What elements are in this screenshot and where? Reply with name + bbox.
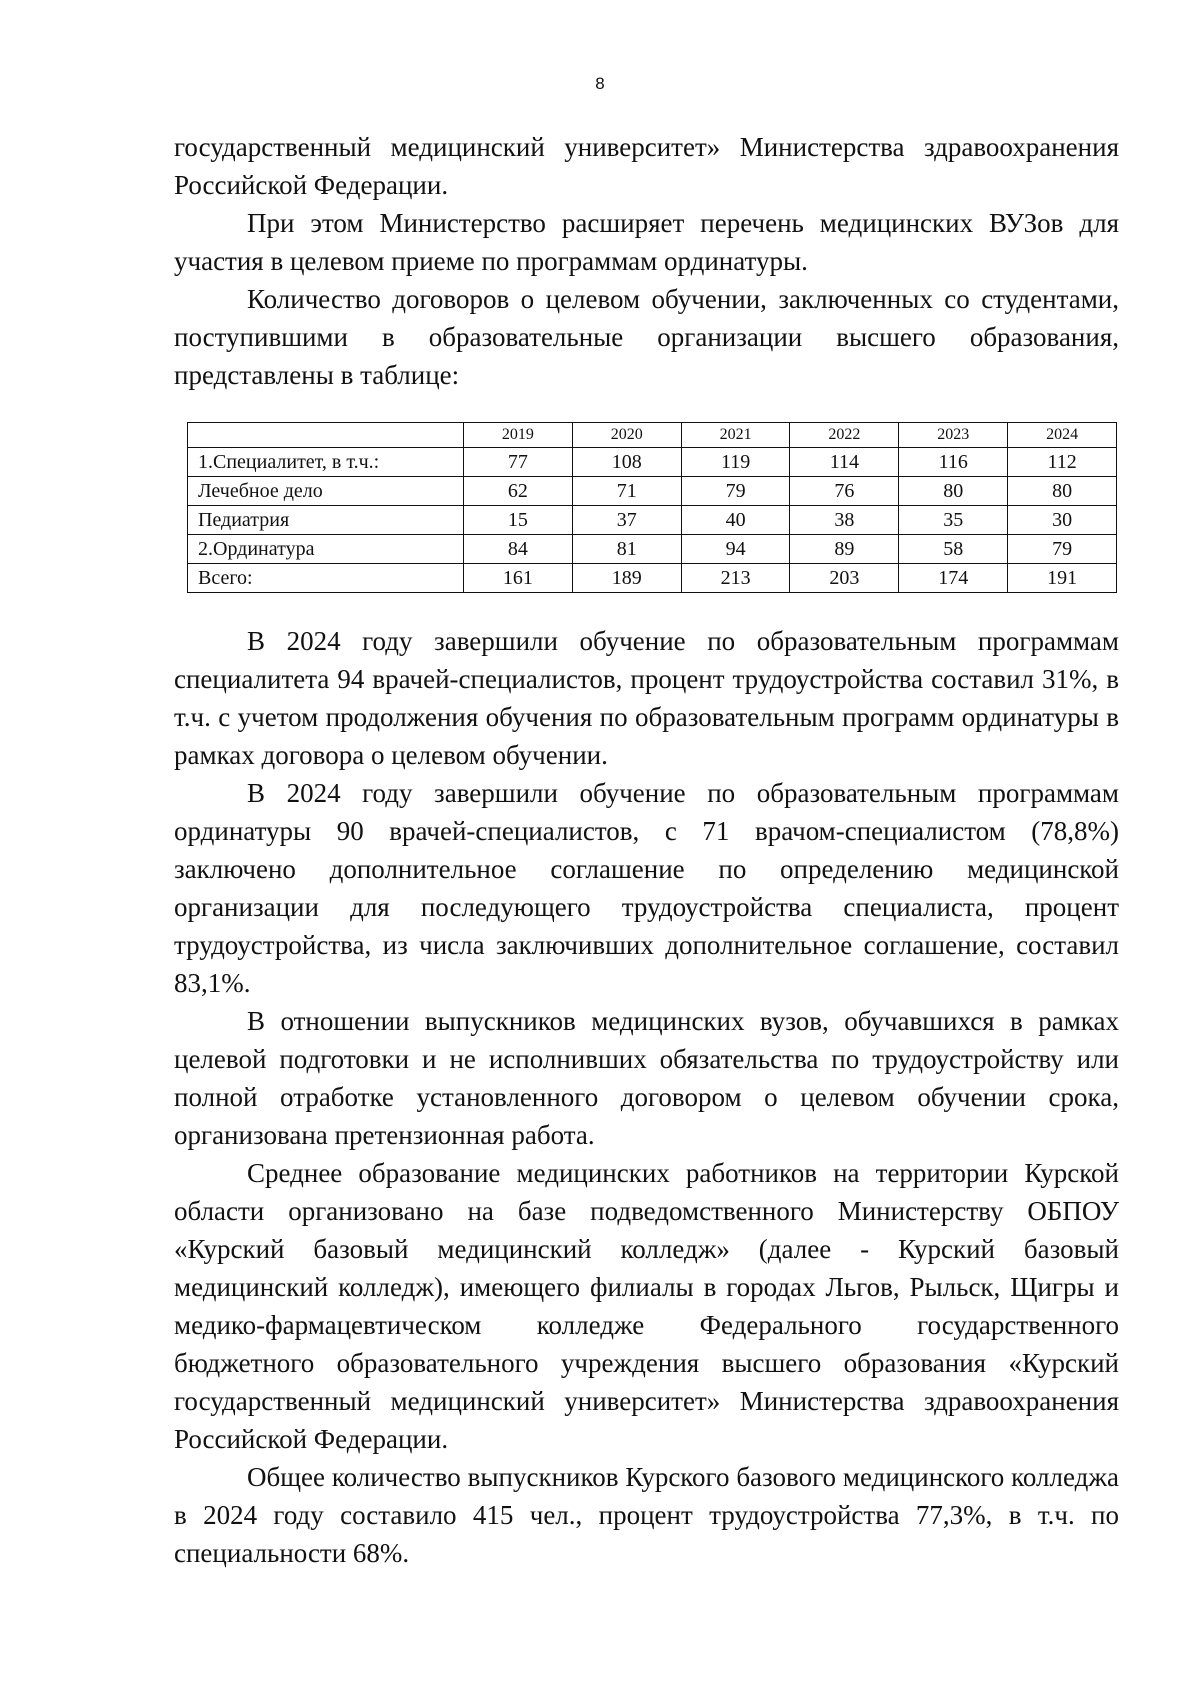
table-cell: 161 [464, 564, 573, 593]
table-cell: 84 [464, 535, 573, 564]
table-cell: 116 [899, 448, 1008, 477]
table-cell: 89 [790, 535, 899, 564]
paragraph-continuation: государственный медицинский университет» Министерства здравоохранения Российской Федерации. [174, 132, 1119, 200]
row-label: Всего: [188, 564, 464, 593]
year-header: 2021 [681, 423, 790, 448]
table-cell: 213 [681, 564, 790, 593]
table-cell: 108 [572, 448, 681, 477]
paragraph-ministry-expansion: При этом Министерство расширяет перечень медицинских ВУЗов для участия в целевом приеме по программам ординатуры. [174, 208, 1119, 276]
table-cell: 35 [899, 506, 1008, 535]
table-cell: 58 [899, 535, 1008, 564]
year-header: 2020 [572, 423, 681, 448]
row-label: 1.Специалитет, в т.ч.: [188, 448, 464, 477]
table-cell: 15 [464, 506, 573, 535]
table-cell: 30 [1008, 506, 1117, 535]
table-cell: 38 [790, 506, 899, 535]
table-cell: 203 [790, 564, 899, 593]
table-cell: 112 [1008, 448, 1117, 477]
table-cell: 174 [899, 564, 1008, 593]
table-cell: 94 [681, 535, 790, 564]
table-cell: 79 [681, 477, 790, 506]
table-cell: 79 [1008, 535, 1117, 564]
table-cell: 114 [790, 448, 899, 477]
year-header: 2024 [1008, 423, 1117, 448]
table-row [188, 535, 1117, 564]
table-cell: 80 [1008, 477, 1117, 506]
intro-text [174, 128, 1119, 394]
table-cell: 76 [790, 477, 899, 506]
body-text [174, 622, 1119, 1572]
table-cell: 119 [681, 448, 790, 477]
table-cell: 191 [1008, 564, 1117, 593]
table-cell: 71 [572, 477, 681, 506]
table-cell: 77 [464, 448, 573, 477]
table-cell: 81 [572, 535, 681, 564]
table-corner-cell [188, 423, 464, 448]
year-header: 2022 [790, 423, 899, 448]
table-row-total [188, 564, 1117, 593]
paragraph-secondary-education: Среднее образование медицинских работников на территории Курской области организовано на базе подведомственного Министерству ОБПОУ «Курский базовый медицинский колледж» (далее - Курский базовый медицинский колледж), имеющего филиалы в городах Льгов, Рыльск, Щигры и медико-фармацевтическом колледже Федерального государственного бюджетного образовательного учреждения высшего образования «Курский государственный медицинский университет» Министерства здравоохранения Российской Федерации. [174, 1158, 1119, 1454]
target-contracts-table [187, 422, 1117, 593]
row-label: 2.Ординатура [188, 535, 464, 564]
paragraph-residency-graduates: В 2024 году завершили обучение по образовательным программам ординатуры 90 врачей-специалистов, с 71 врачом-специалистом (78,8%) заключено дополнительное соглашение по определению медицинской организации для последующего трудоустройства специалиста, процент трудоустройства, из числа заключивших дополнительное соглашение, составил 83,1%. [174, 778, 1119, 998]
table-cell: 80 [899, 477, 1008, 506]
table-cell: 62 [464, 477, 573, 506]
paragraph-specialist-graduates: В 2024 году завершили обучение по образовательным программам специалитета 94 врачей-специалистов, процент трудоустройства составил 31%, в т.ч. с учетом продолжения обучения по образовательным программ ординатуры в рамках договора о целевом обучении. [174, 626, 1119, 770]
paragraph-table-intro: Количество договоров о целевом обучении, заключенных со студентами, поступившими в образовательные организации высшего образования, представлены в таблице: [174, 284, 1119, 390]
table-row [188, 506, 1117, 535]
table-cell: 37 [572, 506, 681, 535]
paragraph-college-graduates: Общее количество выпускников Курского базового медицинского колледжа в 2024 году составило 415 чел., процент трудоустройства 77,3%, в т.ч. по специальности 68%. [174, 1462, 1119, 1568]
row-label: Лечебное дело [188, 477, 464, 506]
page-number: 8 [595, 74, 605, 93]
table-row [188, 477, 1117, 506]
year-header: 2019 [464, 423, 573, 448]
paragraph-claims-work: В отношении выпускников медицинских вузов, обучавшихся в рамках целевой подготовки и не исполнивших обязательства по трудоустройству или полной отработке установленного договором о целевом обучении срока, организована претензионная работа. [174, 1006, 1119, 1150]
row-label: Педиатрия [188, 506, 464, 535]
year-header: 2023 [899, 423, 1008, 448]
table-header-row [188, 423, 1117, 448]
table-cell: 40 [681, 506, 790, 535]
table-cell: 189 [572, 564, 681, 593]
table-row [188, 448, 1117, 477]
